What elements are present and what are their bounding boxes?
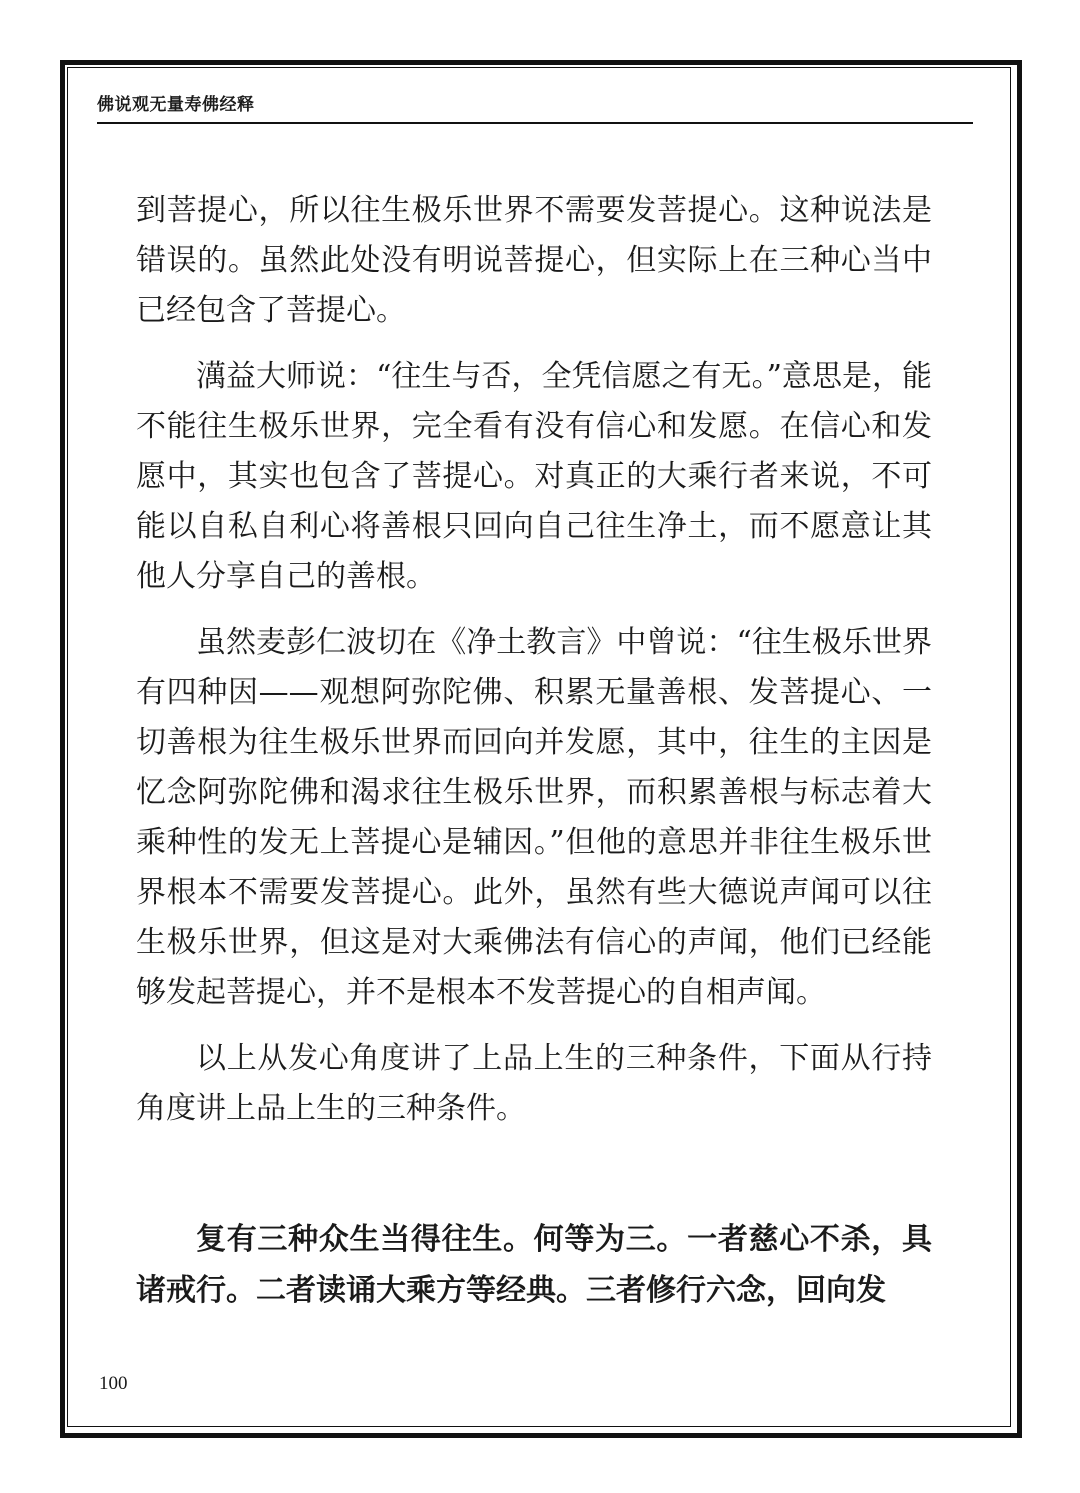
paragraph-continued: 到菩提心，所以往生极乐世界不需要发菩提心。这种说法是错误的。虽然此处没有明说菩提心，但实际上在三种心当中已经包含了菩提心。 — [136, 193, 932, 328]
running-header-title: 佛说观无量寿佛经释 — [97, 92, 973, 124]
paragraph-ouyi-quote: 澫益大师说：“往生与否，全凭信愿之有无。”意思是，能不能往生极乐世界，完全看有没有信心和发愿。在信心和发愿中，其实也包含了菩提心。对真正的大乘行者来说，不可能以自私自利心将善根只回向自己往生净土，而不愿意让其他人分享自己的善根。 — [136, 359, 932, 594]
page-number: 100 — [99, 1373, 128, 1394]
paragraph-transition: 以上从发心角度讲了上品上生的三种条件，下面从行持角度讲上品上生的三种条件。 — [136, 1041, 932, 1126]
commentary-text — [136, 186, 932, 1150]
paragraph-mipham-quote: 虽然麦彭仁波切在《净土教言》中曾说：“往生极乐世界有四种因——观想阿弥陀佛、积累无量善根、发菩提心、一切善根为往生极乐世界而回向并发愿，其中，往生的主因是忆念阿弥陀佛和渴求往生极乐世界，而积累善根与标志着大乘种性的发无上菩提心是辅因。”但他的意思并非往生极乐世界根本不需要发菩提心。此外，虽然有些大德说声闻可以往生极乐世界，但这是对大乘佛法有信心的声闻，他们已经能够发起菩提心，并不是根本不发菩提心的自相声闻。 — [136, 625, 932, 1010]
sutra-quote: 复有三种众生当得往生。何等为三。一者慈心不杀，具诸戒行。二者读诵大乘方等经典。三者修行六念，回向发 — [136, 1222, 932, 1308]
